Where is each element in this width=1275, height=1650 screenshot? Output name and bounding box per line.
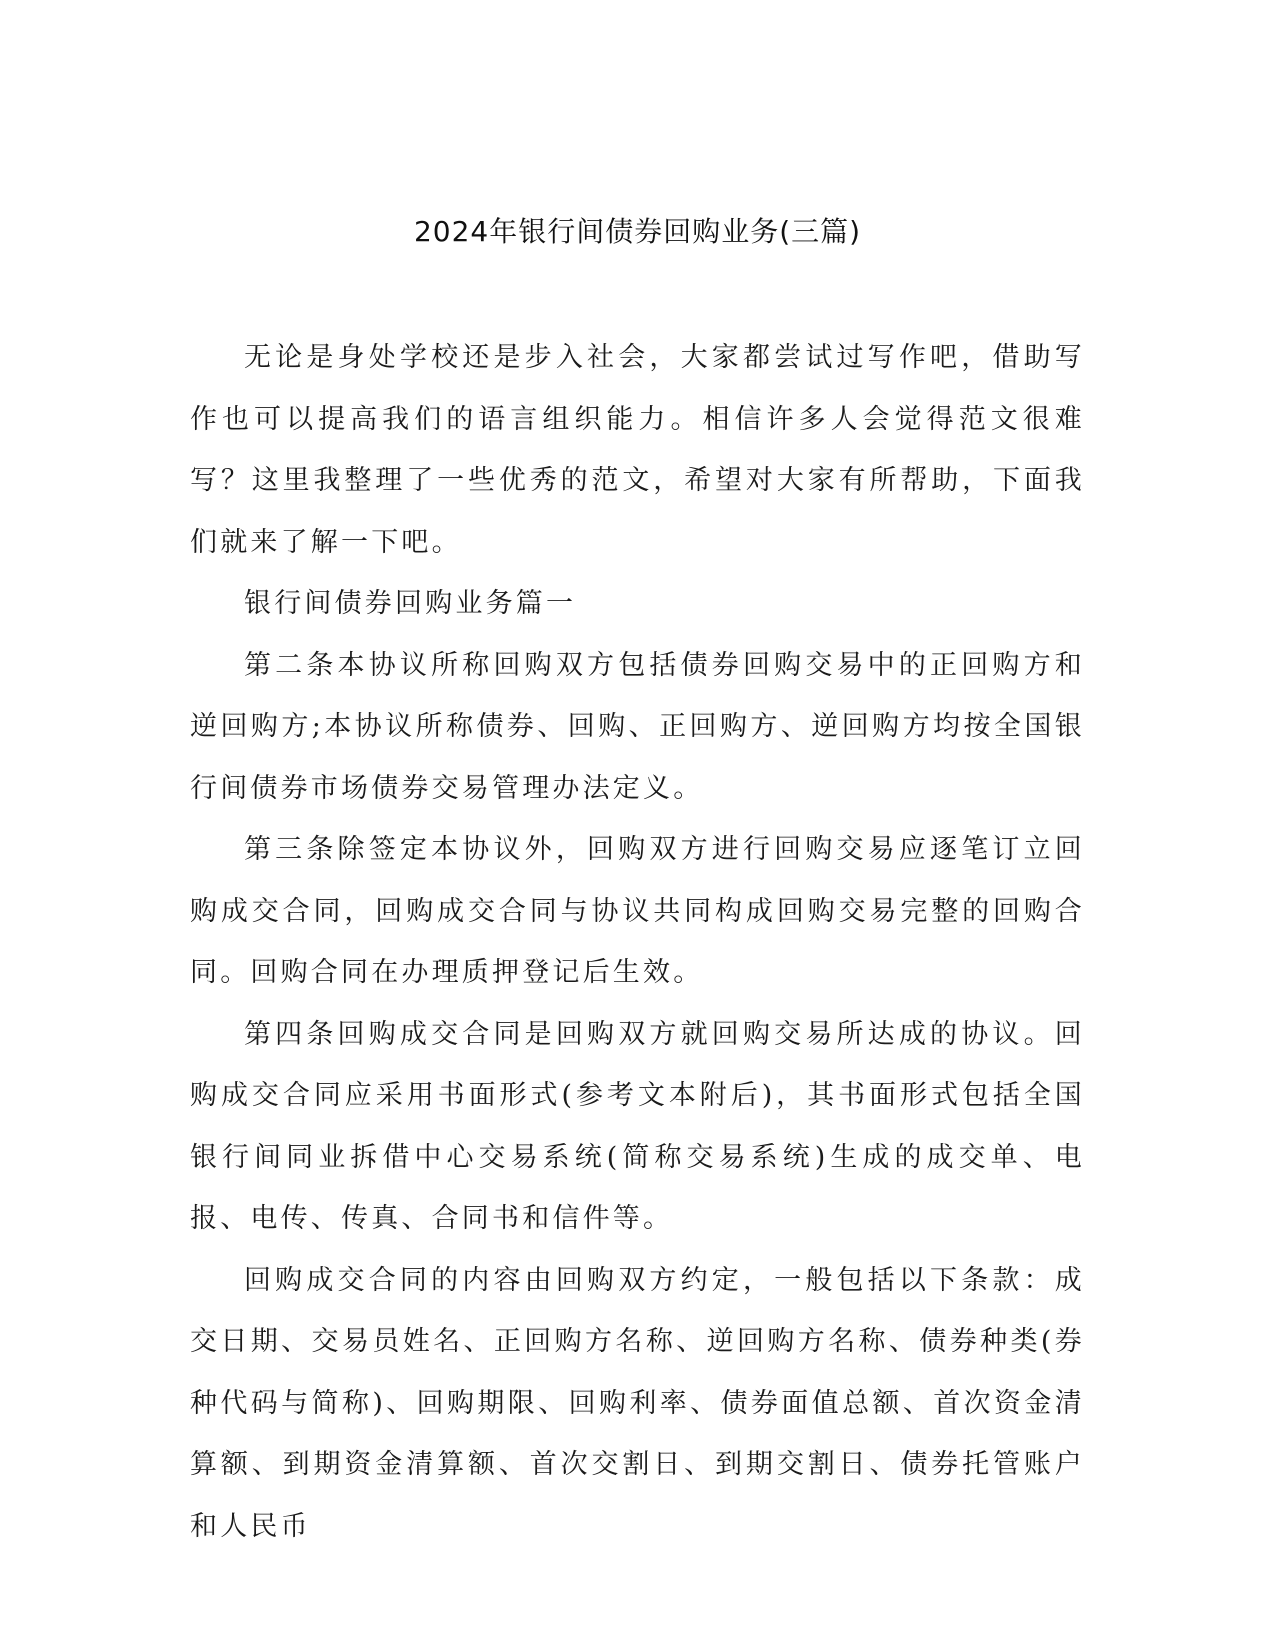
intro-paragraph: 无论是身处学校还是步入社会，大家都尝试过写作吧，借助写作也可以提高我们的语言组织能力。相信许多人会觉得范文很难写？这里我整理了一些优秀的范文，希望对大家有所帮助，下面我们就来了解一下吧。 <box>190 342 1085 558</box>
section-heading: 银行间债券回购业务篇一 <box>244 588 577 619</box>
article-4-paragraph: 第四条回购成交合同是回购双方就回购交易所达成的协议。回购成交合同应采用书面形式(参考文本附后)，其书面形式包括全国银行间同业拆借中心交易系统(简称交易系统)生成的成交单、电报、电传、传真、合同书和信件等。 <box>190 1018 1085 1234</box>
article-2-paragraph: 第二条本协议所称回购双方包括债券回购交易中的正回购方和逆回购方;本协议所称债券、回购、正回购方、逆回购方均按全国银行间债券市场债券交易管理办法定义。 <box>190 649 1085 804</box>
contract-terms-paragraph: 回购成交合同的内容由回购双方约定，一般包括以下条款：成交日期、交易员姓名、正回购方名称、逆回购方名称、债券种类(券种代码与简称)、回购期限、回购利率、债券面值总额、首次资金清算额、到期资金清算额、首次交割日、到期交割日、债券托管账户和人民币 <box>190 1264 1085 1542</box>
document-body <box>190 327 1085 1557</box>
article-3-paragraph: 第三条除签定本协议外，回购双方进行回购交易应逐笔订立回购成交合同，回购成交合同与协议共同构成回购交易完整的回购合同。回购合同在办理质押登记后生效。 <box>190 834 1085 988</box>
document-title: 2024年银行间债券回购业务(三篇) <box>413 215 862 248</box>
